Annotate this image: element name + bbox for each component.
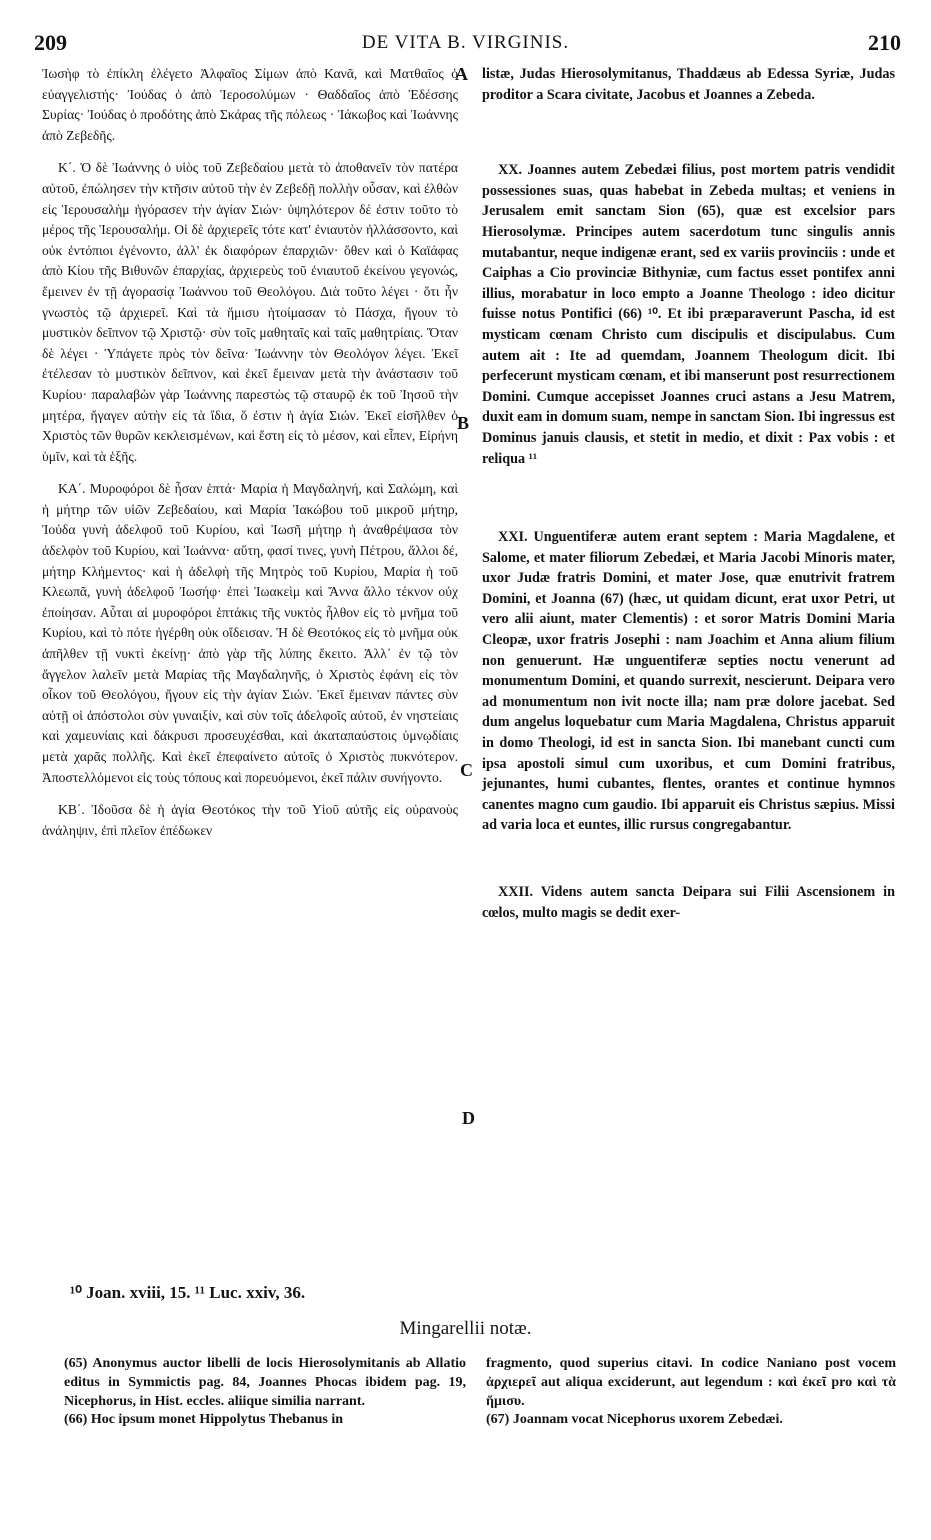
greek-paragraph-21: ΚΑ΄. Μυροφόροι δὲ ἦσαν ἑπτά· Μαρία ἡ Μαγδαληνή, καὶ Σαλώμη, καὶ ἡ μήτηρ τῶν υἱῶν Ζεβεδαίου, καὶ Μαρία Ἰακώβου τοῦ μικροῦ μήτηρ, Ἰούδα γυνὴ ἀδελφοῦ τοῦ Κυρίου, καὶ Ἰωσῆ μήτηρ ἡ ἀναθρέψασα τὸν ἀδελφὸν τοῦ Κυρίου, καὶ Ἰωάννα· αὕτη, φασί τινες, γυνὴ Πέτρου, ἄλλοι δέ, μήτηρ Κλήμεντος· καὶ ἡ ἀδελφὴ τῆς Μητρὸς τοῦ Κυρίου, Μαρία ἡ τοῦ Κλεωπᾶ, γυνὴ ἀδελφοῦ Ἰωσήφ· ἐπεὶ Ἰωακεὶμ καὶ Ἄννα ἄλλο τέκνον οὐχ ἐποίησαν. Αὗται αἱ μυροφόροι ἑπτάκις τῆς νυκτὸς ἦλθον εἰς τὸ μνῆμα τοῦ Κυρίου, καὶ τὸ πότε ἠγέρθη οὐκ οἴδεισαν. Ἡ δὲ Θεοτόκος εἰς τὸ μνῆμα οὐκ ἀπῆλθεν τῇ νυκτὶ ἐκείνῃ· ἀπὸ γὰρ τῆς λύπης ἔκειτο. Ἀλλ᾽ ἐν τῷ τὸν ἄγγελον λαλεῖν μετὰ Μαρίας τῆς Μαγδαληνῆς, ὁ Χριστὸς ἐφάνη εἰς τὸν οἶκον τοῦ Θεολόγου, ἤγουν εἰς τὴν ἁγίαν Σιών. Ἐκεῖ ἔμειναν πάντες σὺν αὐτῇ οἱ ἀπόστολοι σὺν γυναιξίν, καὶ σὺν τοῖς ἀδελφοῖς αὐτοῦ, ἐν νηστείαις καὶ χαμευνίαις καὶ δάκρυσι προσευχέσθαι, καὶ ἀκαταπαύστοις ὑμνῳδίαις μετὰ χαρᾶς πολλῆς. Καὶ ἐκεῖ ἐπεφαίνετο αὐτοῖς ὁ Χριστὸς πυκνότερον. Ἀποστελλόμενοι εἰς τοὺς τόπους καὶ πορευόμενοι, ἐκεῖ πάλιν συνήγοντο. — [42, 481, 458, 785]
greek-paragraph-1: Ἰωσὴφ τὸ ἐπίκλη ἐλέγετο Ἀλφαῖος Σίμων ἀπὸ Κανᾶ, καὶ Ματθαῖος ὁ εὐαγγελιστής· Ἰούδας ὁ ἀπὸ Ἱεροσολύμων · Θαδδαῖος ἀπὸ Ἐδέσσης Συρίας· Ἰούδας ὁ προδότης ἀπὸ Σκάρας τῆς πόλεως · Ἰάκωβος καὶ Ἰωάννης ἀπὸ Ζεβεδῆς. — [42, 66, 458, 143]
notes-right-column — [486, 1355, 896, 1430]
note-66-continued: fragmento, quod superius citavi. In codice Naniano post vocem ἀρχιερεῖ aut aliqua exciderunt, aut legendum : καὶ ἐκεῖ pro καὶ τὰ ἥμισυ. — [486, 1356, 896, 1409]
page-number-left: 209 — [34, 30, 67, 55]
margin-marker-c: C — [460, 760, 473, 780]
latin-paragraph-20: XX. Joannes autem Zebedæi filius, post mortem patris vendidit possessiones suas, quas habebat in Zebeda multas; et veniens in Jerusalem emit sanctam Sion (65), quæ est excelsior pars Hierosolymæ. Principes autem sacerdotum tunc singulis annis mutabantur, neque indigenæ erant, sed ex variis provinciis : unde et Caiphas a Cio provinciæ Bithyniæ, cum factus esset pontifex anni illius, morabatur in loco empto a Joanne Theologo : ideo dicitur fuisse notus Pontifici (66) ¹⁰. Et ibi præparaverunt Pascha, id est mysticam cœnam Christo cum discipulis et discipulabus. Cum autem ait : Ite ad quemdam, Joannem Theologum dicit. Ibi perfecerunt mysticam cœnam, et ibi manserunt post resurrectionem Domini. Cumque accepisset Joannes cruci astans a Jesu Matrem, duxit eam in domum suam, nempe in sanctam Sion. Ibi ingressus est Dominus januis clausis, et stetit in medio, et dixit : Pax vobis : et reliqua ¹¹ — [482, 162, 895, 467]
running-title: DE VITA B. VIRGINIS. — [361, 32, 570, 53]
page-header — [30, 30, 901, 60]
notes-title: Mingarellii notæ. — [399, 1318, 532, 1339]
latin-paragraph-22: XXII. Videns autem sancta Deipara sui Filii Ascensionem in cœlos, multo magis se dedit exer- — [482, 884, 895, 921]
latin-column — [482, 64, 895, 923]
latin-paragraph-21: XXI. Unguentiferæ autem erant septem : Maria Magdalene, et Salome, et mater filiorum Zebedæi, et Maria Jacobi Minoris mater, uxor Judæ fratris Domini, et mater Jose, quæ enutrivit fratrem Domini, et Joanna (67) (hæc, ut quidam dicunt, erat uxor Petri, ut vero alii aiunt, mater Clementis) : et soror Matris Domini Maria Cleopæ, uxor fratris Josephi : nam Joachim et Anna alium filium non genuerunt. Hæ unguentiferæ septies noctu venerunt ad monumentum Domini, et quando surrexit, nescierunt. Deipara vero ad monumentum non ivit nocte illa; nam præ dolore jacebat. Sed dum angelus loquebatur cum Maria Magdalena, Christus apparuit in domo Theologi, id est in sancta Sion. Ibi manebant cuncti cum ipsa apostoli simul cum uxoribus, et cum Domini fratribus, jejunantes, humi cubantes, flentes, orantes et continue hymnos canentes magno cum gaudio. Ibi apparuit eis Christus sæpius. Missi ad varia loca et euntes, illic rursus congregabantur. — [482, 529, 895, 834]
page-number-right: 210 — [868, 30, 901, 55]
margin-marker-d: D — [462, 1108, 475, 1128]
margin-marker-a: A — [455, 64, 468, 84]
scripture-references: ¹⁰ Joan. xviii, 15. ¹¹ Luc. xxiv, 36. — [70, 1283, 306, 1302]
greek-column — [42, 64, 458, 841]
greek-paragraph-20: Κ΄. Ὁ δὲ Ἰωάννης ὁ υἱὸς τοῦ Ζεβεδαίου μετὰ τὸ ἀποθανεῖν τὸν πατέρα αὐτοῦ, ἐπώλησεν τὴν κτῆσιν αὐτοῦ τὴν ἐν Ζεβεδῇ πολλὴν οὖσαν, καὶ ἐλθὼν εἰς Ἱερουσαλὴμ ἠγόρασεν τὴν ἁγίαν Σιών· ὑψηλότερον δέ ἐστιν τοῦτο τὸ μέρος τῆς Ἱερουσαλήμ. Οἱ δὲ ἀρχιερεῖς τότε κατ' ἐνιαυτὸν ἠλλάσσοντο, καὶ οὐκ ἐντόπιοι ἐγένοντο, ἀλλ' ἐκ διαφόρων ἐπαρχιῶν· ὅθεν καὶ ὁ Καϊάφας ἀπὸ Κίου τῆς Βιθυνῶν ἐπαρχίας, ἀρχιερεὺς τοῦ ἐνιαυτοῦ ἐκείνου γεγονώς, ἔμεινεν ἐν τῇ ἀγορασίᾳ Ἰωάννου τοῦ Θεολόγου. Διὰ τοῦτο λέγει · ὅτι ἦν γνωστὸς τῷ ἀρχιερεῖ. Καὶ τὰ ἥμισυ ἡτοίμασαν τὸ Πάσχα, ἤγουν τὸ μυστικὸν δεῖπνον τῷ Χριστῷ· σὺν τοῖς μαθηταῖς καὶ ταῖς μαθητρίαις. Ὅταν δὲ λέγει · Ὑπάγετε πρὸς τὸν δεῖνα· Ἰωάννην τὸν Θεολόγον λέγει. Ἐκεῖ ἐτέλεσαν τὸ μυστικὸν δεῖπνον, καὶ ἐκεῖ ἔμειναν μετὰ τὴν ἀνάστασιν τοῦ Κυρίου· παραλαβὼν γὰρ Ἰωάννης παρεστὼς τῷ σταυρῷ ἐκ τοῦ Ἰησοῦ τὴν μητέρα, ἤγαγεν αὐτὴν εἰς τὰ ἴδια, ὅ ἐστιν ἡ ἁγία Σιών. Ἐκεῖ εἰσῆλθεν ὁ Χριστὸς τῶν θυρῶν κεκλεισμένων, καὶ ἔστη εἰς τὸ μέσον, καὶ εἶπεν, Εἰρήνη ὑμῖν, καὶ τὰ ἑξῆς. — [42, 160, 458, 464]
greek-paragraph-22: ΚΒ΄. Ἰδοῦσα δὲ ἡ ἁγία Θεοτόκος τὴν τοῦ Υἱοῦ αὐτῆς εἰς οὐρανοὺς ἀνάληψιν, ἐπὶ πλεῖον ἐπέδωκεν — [42, 802, 458, 838]
note-67: (67) Joannam vocat Nicephorus uxorem Zebedæi. — [486, 1412, 783, 1428]
margin-marker-b: B — [457, 413, 470, 433]
latin-paragraph-1: listæ, Judas Hierosolymitanus, Thaddæus ab Edessa Syriæ, Judas proditor a Scara civitate, Jacobus et Joannes a Zebeda. — [482, 66, 895, 103]
note-65: (65) Anonymus auctor libelli de locis Hierosolymitanis ab Allatio editus in Symmictis pag. 84, Joannes Phocas ibidem pag. 19, Nicephorus, in Hist. eccles. aliique similia narrant. — [64, 1356, 466, 1409]
note-66: (66) Hoc ipsum monet Hippolytus Thebanus in — [64, 1412, 344, 1428]
notes-left-column — [64, 1355, 466, 1430]
